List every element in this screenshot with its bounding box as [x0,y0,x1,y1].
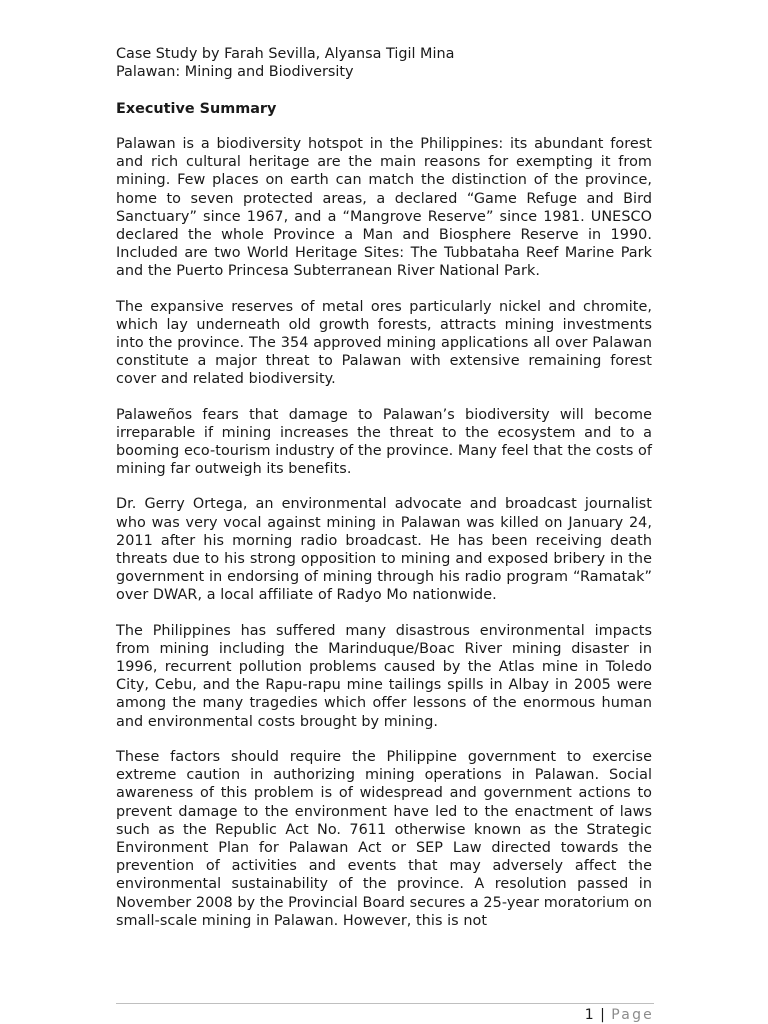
document-title: Palawan: Mining and Biodiversity [116,64,354,80]
document-page [116,45,652,930]
case-study-authors: Case Study by Farah Sevilla, Alyansa Tigil Mina [116,46,455,62]
page-separator: | [600,1007,605,1023]
paragraph-government-caution: These factors should require the Philippine government to exercise extreme caution in authorizing mining operations in Palawan. Social awareness of this problem is of widespread and government actions to prevent damage to the environment have led to the enactment of laws such as the Republic Act No. 7611 otherwise known as the Strategic Environment Plan for Palawan Act or SEP Law directed towards the prevention of activities and events that may adversely affect the environmental sustainability of the province. A resolution passed in November 2008 by the Provincial Board secures a 25-year moratorium on small-scale mining in Palawan. However, this is not [116,748,652,929]
paragraph-mining-disasters: The Philippines has suffered many disastrous environmental impacts from mining including the Marinduque/Boac River mining disaster in 1996, recurrent pollution problems caused by the Atlas mine in Toledo City, Cebu, and the Rapu-rapu mine tailings spills in Albay in 2005 were among the many tragedies which offer lessons of the enormous human and environmental costs brought by mining. [116,622,652,730]
page-footer [116,1003,654,1024]
section-heading: Executive Summary [116,101,277,117]
paragraph-palawenos-fears: Palaweños fears that damage to Palawan’s biodiversity will become irreparable if mining increases the threat to the ecosystem and to a booming eco-tourism industry of the province. Many feel that the costs of mining far outweigh its benefits. [116,406,652,478]
paragraph-gerry-ortega: Dr. Gerry Ortega, an environmental advocate and broadcast journalist who was very vocal against mining in Palawan was killed on January 24, 2011 after his morning radio broadcast. He has been receiving death threats due to his strong opposition to mining and exposed bribery in the government in endorsing of mining through his radio program “Ramatak” over DWAR, a local affiliate of Radyo Mo nationwide. [116,496,652,604]
page-label: Page [611,1007,654,1023]
page-number: 1 [584,1007,594,1023]
paragraph-biodiversity-hotspot: Palawan is a biodiversity hotspot in the Philippines: its abundant forest and rich cultural heritage are the main reasons for exempting it from mining. Few places on earth can match the distinction of the province, home to seven protected areas, a declared “Game Refuge and Bird Sanctuary” since 1967, and a “Mangrove Reserve” since 1981. UNESCO declared the whole Province a Man and Biosphere Reserve in 1990. Included are two World Heritage Sites: The Tubbataha Reef Marine Park and the Puerto Princesa Subterranean River National Park. [116,136,652,280]
paragraph-metal-reserves: The expansive reserves of metal ores particularly nickel and chromite, which lay underneath old growth forests, attracts mining investments into the province. The 354 approved mining applications all over Palawan constitute a major threat to Palawan with extensive remaining forest cover and related biodiversity. [116,298,652,388]
